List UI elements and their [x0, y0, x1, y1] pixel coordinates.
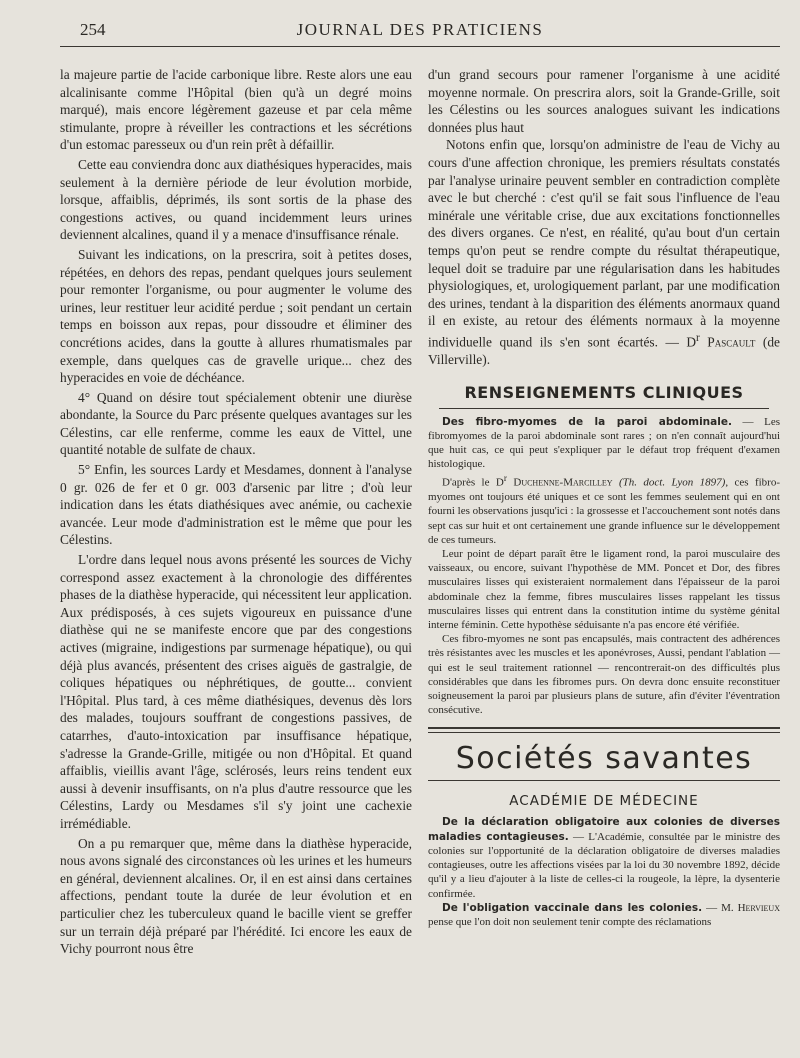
title-sup: r: [503, 473, 507, 484]
paragraph: [428, 471, 780, 547]
article-heading: Des fibro-myomes de la paroi abdominale.: [442, 415, 732, 428]
article-heading: De l'obligation vaccinale dans les colonies.: [442, 901, 703, 914]
right-column: [428, 66, 780, 929]
paragraph-text: — M.: [702, 901, 738, 914]
paragraph-text: — Les fibromyomes de la paroi abdominale sont rares ; on n'en connaît aujourd'hui que huit cas, ce qui peut s'expliquer par le défaut trop fréquent d'examen histologique.: [428, 415, 781, 471]
paragraph: Ces fibro-myomes ne sont pas encapsulés, mais contractent des adhérences très résistantes avec les muscles et les aponévroses, Aussi, pendant l'ablation — qui est le seul traitement rationnel — rencontrerait-on des difficultés plus considérables que dans les fibromes purs. On devra donc ensuite reconstituer soigneusement la paroi par plusieurs plans de suture, afin d'éviter l'éventration consécutive.: [428, 633, 780, 717]
journal-title: JOURNAL DES PRATICIENS: [296, 20, 544, 39]
paragraph-text: , ces fibro-myomes ont toujours été uniques et ce sont les femmes seulement qui en ont fourni les observations jusqu'ici : la grossesse et l'accouchement sont notés dans sept cas sur huit et ont certainement une grande influence sur le développement de ces tumeurs.: [428, 477, 781, 546]
paragraph: L'ordre dans lequel nous avons présenté les sources de Vichy correspond assez exactement à la chronologie des différentes phases de la diathèse hyperacide, qui nécessitent leur application. Aux prédisposés, à ces sujets vigoureux en puissance d'une diathèse qui ne se manifeste encore que par des congestions actives (migraine, indigestions par surmenage hépatique), ou qui déjà plus avancés, présentent des crises aiguës de gastralgie, de coliques hépatiques ou néphrétiques, de goutte... convient l'Hôpital. Plus tard, à ces même diathésiques, devenus dès lors des malades, toujours souffrant de congestions passives, de catarrhes, d'auto-intoxication par insuffisance hépatique, s'adresse la Grande-Grille, mitigée ou non d'Hôpital. Et quand affaiblis, vieillis avant l'âge, sclérosés, leurs reins tendent eux aussi à devenir insuffisants, on n'a plus d'autre ressource que les Célestins, Lardy ou Mesdames s'il s'y joint une cachexie irrémédiable.: [60, 552, 412, 831]
signature-title-sup: r: [696, 331, 700, 344]
paragraph-text: Notons enfin que, lorsqu'on administre de l'eau de Vichy au cours d'une affection chronique, les premiers résultats constatés par l'analyse urinaire peuvent sembler en contradiction complète avec le but cherché : c'est qu'il se fait sous l'influence de l'eau minérale une véritable crise, due aux excitations fonctionnelles des divers organes. Ce n'est, en réalité, qu'au bout d'un certain temps qu'on peut se rendre compte du résultat thérapeutique, lequel doit se traduire par une régularisation dans les habitudes physiologiques, et, urologiquement parlant, par une modification des urines, tendant à la disparition des éléments anormaux quand il en existe, au retour des éléments normaux à la moyenne individuelle quand ils s'en sont écartés. — D: [428, 137, 780, 350]
reference: (Th. doct. Lyon 1897): [612, 477, 726, 490]
paragraph: 4° Quand on désire tout spécialement obtenir une diurèse abondante, la Source du Parc présente quelques avantages sur les Célestins, car elle renferme, comme les eaux de Vittel, une quantité notable de sulfate de chaux.: [60, 389, 412, 458]
paragraph-with-signature: [428, 136, 780, 368]
societes-savantes-title: Sociétés savantes: [455, 741, 753, 777]
academie-notes: [428, 815, 780, 929]
left-column: [60, 66, 412, 958]
paragraph: [428, 815, 780, 900]
paragraph: [428, 901, 780, 929]
paragraph: la majeure partie de l'acide carbonique libre. Reste alors une eau alcalinisante comme l'Hôpital (bien qu'à un degré moins marqué), mais encore légèrement gazeuse et par cela même stimulante, propre à réveiller les contractions et les sécrétions d'un estomac paresseux ou d'un rein prêt à défaillir.: [60, 67, 412, 153]
paragraph-text: pense que l'on doit non seulement tenir compte des réclamations: [428, 915, 712, 928]
paragraph: Cette eau conviendra donc aux diathésiques hyperacides, mais seulement à la dernière période de leur évolution morbide, lorsque, affaiblis, déprimés, ils sont sortis de la phase des congestions actives, ou quand incidemment leurs urines deviennent alcalines, quand il y a menace d'insuffisance rénale.: [60, 156, 412, 243]
paragraph: d'un grand secours pour ramener l'organisme à une acidité moyenne normale. On prescrira alors, soit la Grande-Grille, soit les Célestins ou les sources analogues suivant les indications données plus haut: [428, 67, 780, 135]
page-number: 254: [80, 20, 106, 39]
paragraph: Suivant les indications, on la prescrira, soit à petites doses, répétées, en dehors des repas, pendant quelques jours seulement pour remonter l'organisme, ou pour augmenter le volume des urines, leur restituer leur acidité perdue ; soit pendant un certain temps en boisson aux repas, pour dissoudre et éliminer des concrétions acides, dans la goutte à allures rhumatismales par exemple, dans quelques cas de gravelle urique... chez des hyperacides en voie de déchéance.: [60, 246, 412, 386]
article-heading: De la déclaration obligatoire aux colonies de diverses maladies contagieuses.: [428, 816, 780, 843]
paragraph: 5° Enfin, les sources Lardy et Mesdames, donnent à l'analyse 0 gr. 026 de fer et 0 gr. 003 d'arsenic par litre ; d'où leur indication dans les états diathésiques avec anémie, ou cachexie avancée. Leur mode d'administration est le même que pour les Célestins.: [60, 462, 412, 548]
author-name: Duchenne-Marcilley: [513, 477, 613, 490]
academie-title: ACADÉMIE DE MÉDECINE: [509, 793, 699, 810]
double-rule: [428, 727, 780, 733]
paragraph: [428, 415, 780, 472]
signature-name: Pascault: [707, 334, 756, 350]
clinical-notes: [428, 415, 780, 718]
section-title-renseignements: RENSEIGNEMENTS CLINIQUES: [464, 382, 744, 402]
paragraph-text: D'après le D: [442, 477, 504, 490]
header-rule: [60, 46, 780, 47]
author-name: Hervieux: [737, 901, 780, 914]
section-underline: [439, 408, 769, 409]
paragraph: On a pu remarquer que, même dans la diathèse hyperacide, nous avons signalé des circonstances où les urines et les humeurs en général, deviennent alcalines. Or, il en est ainsi dans certaines affections, pendant toute la durée de leur évolution et en particulier chez les tuberculeux quand le bacille vient se greffer sur un terrain déjà préparé par l'hérédité. Ici encore les eaux de Vichy pourront nous être: [60, 835, 412, 957]
paragraph: Leur point de départ paraît être le ligament rond, la paroi musculaire des vaisseaux, ou encore, suivant l'hypothèse de MM. Poncet et Dor, des fibres musculaires lisses qui existeraient normalement dans l'épaisseur de la paroi abdominale chez la femme, fibres musculaires lisses rappelant les tissus musculaires lisses qui entrent dans la constitution intime du système génital interne féminin. Cette hypothèse séduisante n'a pas encore été vérifiée.: [428, 548, 780, 632]
signature-place: (de Villerville).: [428, 334, 780, 367]
page-header: [60, 18, 780, 46]
paragraph-text: — L'Académie, consultée par le ministre des colonies sur l'opportunité de la déclaration obligatoire de diverses maladies contagieuses, outre les affections visées par la loi du 30 novembre 1892, décide qu'il y a lieu d'ajouter à la liste de celles-ci la rougeole, la lèpre, la dysenterie confirmée.: [428, 830, 780, 900]
section-rule: [428, 780, 780, 781]
